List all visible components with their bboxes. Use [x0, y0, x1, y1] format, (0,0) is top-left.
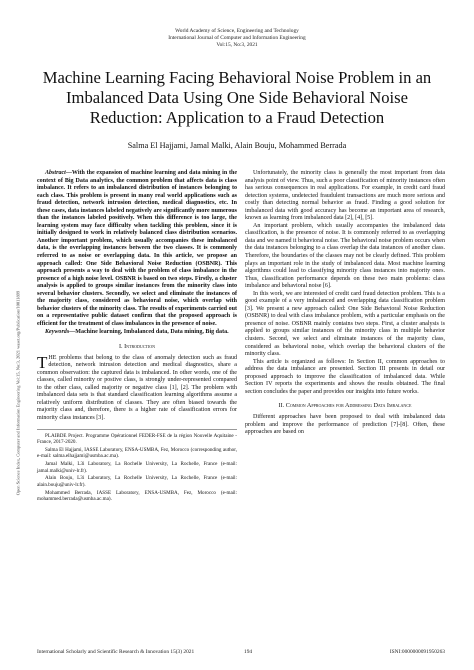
section-heading-approaches: II. Common Approaches for Addressing Data Imbalance	[278, 402, 412, 410]
intro-paragraph	[37, 352, 237, 423]
body-paragraph-1: Unfortunately, the minority class is generally the most important from data analysis point of view. Thus, such a poor classification of minority instances often has serious consequences in real applications. For example, in credit card fraud detection systems, undetected fraudulent transactions are much more serious and costly than detecting normal behavior as fraud. Finding a good solution for imbalanced data with good accuracy has become an important area of research, known as learning from imbalanced data [2], [4], [5].	[245, 170, 445, 222]
footnote-author-1: Salma El Hajjami, IASSE Laboratory, ENSA-USMBA, Fez, Morocco (corresponding author, e-mail: salma.elhajjami@usmba.ac.ma).	[37, 446, 237, 460]
journal-header	[0, 28, 474, 50]
paper-title: Machine Learning Facing Behavioral Noise Problem in an Imbalanced Data Using One Side Behavioral Noise Reduction: Application to a Fraud Detection	[42, 68, 432, 127]
body-paragraph-5: Different approaches have been proposed to deal with imbalanced data problem and improve the performance of prediction [7]-[8]. Often, these approaches are based on	[245, 413, 445, 436]
journal-header-line3: Vol:15, No:3, 2021	[216, 42, 258, 49]
author-list: Salma El Hajjami, Jamal Malki, Alain Bouju, Mohammed Berrada	[127, 141, 347, 150]
keywords-text: —Machine learning, Imbalanced data, Data mining, Big data.	[69, 329, 229, 336]
left-column	[37, 170, 237, 504]
section-heading-introduction: I. Introduction	[118, 343, 156, 351]
abstract-label: Abstract	[45, 170, 66, 176]
footnote-author-2: Jamal Malki, L3i Laboratory, La Rochelle University, La Rochelle, France (e-mail: jamal.malki@univ-lr.fr).	[37, 461, 237, 474]
abstract	[37, 170, 237, 328]
journal-header-line2: International Journal of Computer and Information Engineering	[168, 35, 306, 42]
body-paragraph-3: In this work, we are interested of credit card fraud detection problem. This is a good example of a very imbalanced and overlapping data classification problem [3]. We present a new approach called: One Side Behavioral Noise Reduction (OSBNR) to deal with class imbalance problem, with a particular emphasis on the presence of noise. OSBNR mainly contains two steps. First, a cluster analysis is applied to groups similar instances of the minority class in multiple behavior clusters. Second, we select and eliminate instances of the majority class, considered as behavioral noise, which overlap the behavioral clusters of the minority class.	[245, 290, 445, 358]
footnote-author-3: Alain Bouju, L3i Laboratory, La Rochelle University, La Rochelle, France (e-mail: alain.bouju@univ-lr.fr).	[37, 475, 237, 488]
abstract-text: —With the expansion of machine learning and data mining in the context of Big Data analytics, the common problem that affects data is class imbalance. It refers to an imbalanced distribution of instances belonging to each class. This problem is present in many real world applications such as fraud detection, network intrusion detection, medical diagnostics, etc. In these cases, data instances labeled negatively are significantly more numerous than the instances labeled positively. When this difference is too large, the learning system may face difficulty when tackling this problem, since it is initially designed to work in relatively balanced class distribution scenarios. Another important problem, which usually accompanies these imbalanced data, is the overlapping instances between the two classes. It is commonly referred to as noise or overlapping data. In this article, we propose an approach called: One Side Behavioral Noise Reduction (OSBNR). This approach presents a way to deal with the problem of class imbalance in the presence of a high noise level. OSBNR is based on two steps. Firstly, a cluster analysis is applied to groups similar instances from the minority class into several behavior clusters. Secondly, we select and eliminate the instances of the majority class, considered as behavioral noise, which overlap with behavior clusters of the minority class. The results of experiments carried out on a representative public dataset confirm that the proposed approach is efficient for the treatment of class imbalances in the presence of noise.	[37, 170, 237, 327]
keywords-label: Keywords	[45, 329, 70, 336]
keywords	[37, 329, 237, 337]
right-column	[245, 170, 445, 437]
side-margin-note	[14, 248, 22, 538]
body-paragraph-2: An important problem, which usually accompanies the imbalanced data classification, is the presence of noise. It is commonly referred to as overlapping data and we named it behavioral noise. The behavioral noise problem occurs when the data instances belonging to a class overlap the data instances of another class. Therefore, the boundaries of the classes may not be clearly defined. This problem plays an important role in the study of imbalanced data. Most machine learning algorithms could lead to classifying minority class instances into majority ones. Thus, classification performance depends on these two main problems: class imbalance and behavioral noise [6].	[245, 222, 445, 290]
footer-journal: International Scholarly and Scientific Research & Innovation 15(3) 2021	[37, 649, 195, 655]
journal-header-line1: World Academy of Science, Engineering and Technology	[175, 28, 299, 34]
page-number: 194	[244, 649, 253, 655]
side-margin-text: Open Science Index, Computer and Information Engineering Vol:15, No:3, 2021 waset.org/Publication/10011899	[15, 290, 21, 496]
footer-isni: ISNI:0000000091950263	[389, 649, 445, 655]
intro-paragraph-text: HE problems that belong to the class of anomaly detection such as fraud detection, network intrusion detection and medical diagnostics, share a common observation: the captured data is imbalanced. In other words, one of the classes, called minority or postive class, is strongly under-represented compared to the other class, called majority or negative class [1], [2]. The problem with imbalanced data sets is that standard classification learning algorithms assume a relatively uniform distribution of classes. They are often biased towards the majority class and, therefore, there is a higher rate of classification errors for minority class instances [3].	[37, 354, 237, 421]
body-paragraph-4: This article is organized as follows: In Section II, common approaches to address the data imbalance are presented. Section III presents in detail our proposed approach to improve the classification of imbalanced data. While Section IV reports the experiments and shows the results obtained. The final section concludes the paper and provides our insights into future works.	[245, 358, 445, 395]
footnotes	[37, 429, 237, 503]
footnote-author-4: Mohammed Berrada, IASSE Laboratory, ENSA-USMBA, Fez, Morocco (e-mail: mohammed.berrada@usmba.ac.ma).	[37, 489, 237, 503]
footnote-funding: PLAIBDE Project. Programme Opérationnel FEDER-FSE de la région Nouvelle Aquitaine - France, 2017-2020.	[37, 432, 237, 445]
drop-cap: T	[37, 352, 48, 372]
